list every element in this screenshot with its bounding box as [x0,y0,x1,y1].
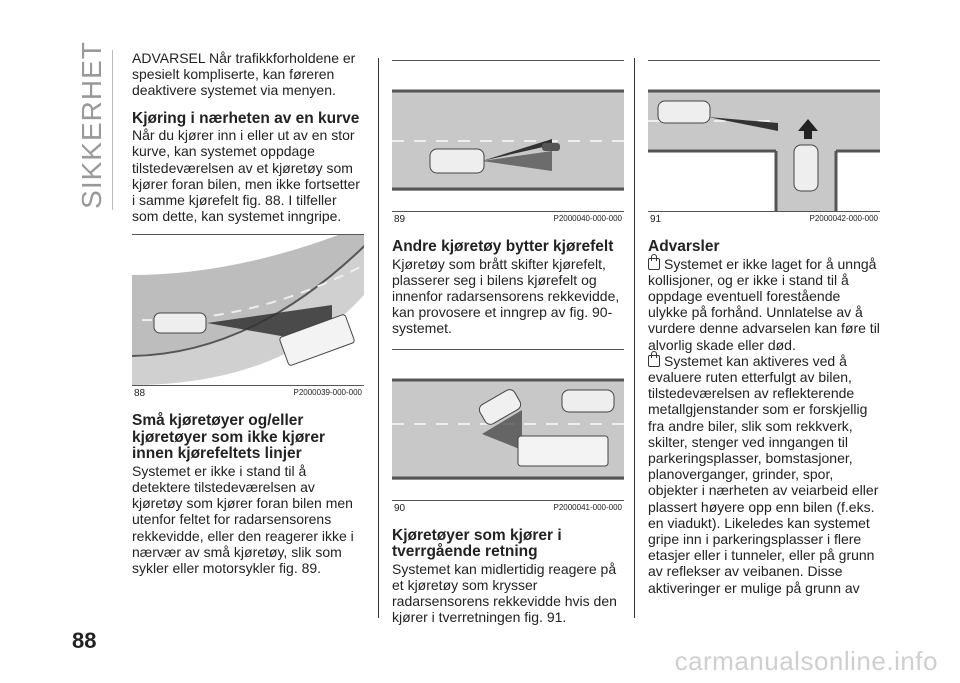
figure-number: 91 [650,214,662,225]
figure-91-caption [648,214,880,225]
figure-code: P2000039-000-000 [293,388,362,398]
lane-change-paragraph: Kjøretøy som brått skifter kjørefelt, plasserer seg i bilens kjørefelt og innenfor radarsensorens rekkevidde, kan provosere et inngrep av fig. 90- systemet. [392,255,620,337]
sidebar-divider [112,50,113,210]
heading-lane-change: Andre kjøretøy bytter kjørefelt [392,238,614,255]
warning-text: Systemet er ikke laget for å unngå kollisjoner, og er ikke i stand til å oppdage eventuell forestående ulykke på forhånd. Unnlatelse av å vurdere denne advarselen kan føre til alvorlig skade eller død. [648,255,880,353]
heading-curve: Kjøring i nærheten av en kurve [132,109,360,127]
figure-code: P2000042-000-000 [809,214,878,223]
figure-89-illustration [392,61,624,211]
figure-code: P2000041-000-000 [553,502,622,512]
column-3 [648,50,880,596]
warning-item [648,256,880,353]
figure-91 [648,60,880,212]
cross-traffic-paragraph: Systemet kan midlertidig reagere på et kjøretøy som krysser radarsensorens rekkevidde hvis den kjører i tverretningen fig. 91. [392,560,617,626]
heading-cross-traffic: Kjøretøyer som kjører i tverrgående retning [392,526,562,561]
figure-91-illustration [648,61,880,211]
figure-89-caption [392,214,624,225]
warning-paragraph: ADVARSEL Når trafikkforholdene er spesielt kompliserte, kan føreren deaktivere systemet via menyen. [132,50,356,99]
warning-text: Systemet kan aktiveres ved å evaluere ruten etterfulgt av bilen, tilstedeværelsen av reflekterende metallgjenstander som er forskjellig fra andre biler, slik som rekkverk, skilter, stenger ved inngangen til parkeringsplasser, bomstasjoner, planoverganger, grinder, spor, objekter i nærheten av veiarbeid eller plassert høyere opp enn bilen (f.eks. en viadukt). Likeledes kan systemet gripe inn i parkeringsplasser i flere etasjer eller i tunneler, eller på grunn av reflekser av veibanen. Disse aktiveringer er mulige på grunn av [648,352,879,596]
figure-code: P2000040-000-000 [553,214,622,223]
page-number: 88 [72,628,97,653]
section-title [72,41,112,209]
warning-icon [648,355,660,367]
curve-paragraph: Når du kjører inn i eller ut av en stor kurve, kan systemet oppdage tilstedeværelsen av et kjøretøy som kjører foran bilen, men ikke fortsetter i samme kjørefelt fig. 88. I tilfeller som dette, kan systemet inngripe. [132,127,360,225]
figure-90-caption [392,503,624,514]
figure-number: 90 [394,502,406,514]
column-1 [132,50,364,576]
section-title-text: SIKKERHET [76,41,107,209]
heading-small-vehicles: Små kjøretøyer og/eller kjøretøyer som ikke kjører innen kjørefeltets linjer [132,412,325,463]
warning-icon [648,258,660,270]
figure-90 [392,349,624,501]
figure-89 [392,60,624,212]
column-divider [378,58,379,618]
column-2 [392,50,624,625]
figure-90-illustration [392,350,624,500]
figure-number: 89 [394,214,406,225]
warning-item [648,353,880,596]
column-divider [634,58,635,618]
small-vehicles-paragraph: Systemet er ikke i stand til å detektere tilstedeværelsen av kjøretøy som kjører foran bilen men utenfor feltet for radarsensorens rekkevidde, eller den reagerer ikke i nærvær av små kjøretøy, slik som sykler eller motorsykler fig. 89. [132,462,354,577]
figure-number: 88 [134,388,146,400]
figure-88 [132,234,364,386]
heading-warnings: Advarsler [648,238,720,255]
figure-88-illustration [132,235,364,385]
watermark: carmanualsonline.info [674,646,938,676]
figure-88-caption [132,388,364,399]
